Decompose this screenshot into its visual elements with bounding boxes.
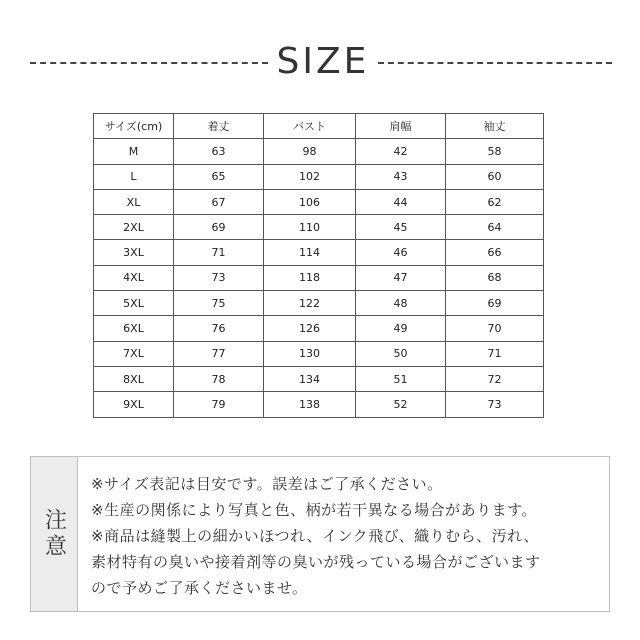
cell-size: 7XL [94, 341, 174, 366]
table-row [94, 164, 544, 189]
cell-length: 63 [174, 139, 264, 164]
size-table [93, 113, 544, 418]
notice-line: ※生産の関係により写真と色、柄が若干異なる場合があります。 [91, 501, 537, 519]
cell-bust: 118 [264, 265, 356, 290]
notice-label: 注意 [41, 508, 67, 560]
cell-size: 9XL [94, 392, 174, 417]
cell-sleeve: 58 [446, 139, 544, 164]
cell-shoulder: 43 [356, 164, 446, 189]
table-row [94, 265, 544, 290]
cell-size: 6XL [94, 316, 174, 341]
notice-line: ので予めご了承くださいませ。 [91, 579, 308, 597]
cell-bust: 98 [264, 139, 356, 164]
cell-length: 73 [174, 265, 264, 290]
page-title: SIZE [276, 41, 370, 82]
title-divider-right [378, 62, 612, 64]
table-body [94, 139, 544, 417]
table-header-row [94, 114, 544, 139]
table-row [94, 215, 544, 240]
cell-sleeve: 64 [446, 215, 544, 240]
title-divider-left [30, 62, 268, 64]
header-sleeve: 袖丈 [446, 114, 544, 139]
cell-shoulder: 48 [356, 291, 446, 316]
cell-bust: 138 [264, 392, 356, 417]
cell-sleeve: 72 [446, 366, 544, 391]
cell-length: 75 [174, 291, 264, 316]
cell-size: 2XL [94, 215, 174, 240]
cell-sleeve: 70 [446, 316, 544, 341]
cell-shoulder: 46 [356, 240, 446, 265]
cell-sleeve: 62 [446, 189, 544, 214]
cell-sleeve: 68 [446, 265, 544, 290]
cell-shoulder: 49 [356, 316, 446, 341]
cell-sleeve: 71 [446, 341, 544, 366]
cell-length: 76 [174, 316, 264, 341]
cell-size: L [94, 164, 174, 189]
header-size: サイズ(cm) [94, 114, 174, 139]
title-row [0, 38, 640, 88]
cell-length: 69 [174, 215, 264, 240]
cell-shoulder: 50 [356, 341, 446, 366]
table-row [94, 291, 544, 316]
cell-length: 78 [174, 366, 264, 391]
notice-text [91, 471, 601, 601]
cell-bust: 122 [264, 291, 356, 316]
notice-label-panel [31, 457, 78, 611]
cell-length: 79 [174, 392, 264, 417]
notice-box [30, 456, 610, 612]
cell-bust: 110 [264, 215, 356, 240]
cell-bust: 130 [264, 341, 356, 366]
table-row [94, 366, 544, 391]
table-row [94, 189, 544, 214]
notice-line: ※サイズ表記は目安です。誤差はご了承ください。 [91, 475, 443, 493]
header-shoulder: 肩幅 [356, 114, 446, 139]
cell-size: 5XL [94, 291, 174, 316]
cell-size: XL [94, 189, 174, 214]
cell-shoulder: 45 [356, 215, 446, 240]
cell-shoulder: 42 [356, 139, 446, 164]
cell-sleeve: 60 [446, 164, 544, 189]
header-length: 着丈 [174, 114, 264, 139]
cell-bust: 126 [264, 316, 356, 341]
cell-sleeve: 73 [446, 392, 544, 417]
notice-line: ※商品は縫製上の細かいほつれ、インク飛び、織りむら、汚れ、 [91, 527, 539, 545]
cell-shoulder: 44 [356, 189, 446, 214]
cell-shoulder: 47 [356, 265, 446, 290]
cell-bust: 106 [264, 189, 356, 214]
cell-size: 3XL [94, 240, 174, 265]
cell-length: 67 [174, 189, 264, 214]
cell-sleeve: 69 [446, 291, 544, 316]
cell-shoulder: 51 [356, 366, 446, 391]
cell-size: M [94, 139, 174, 164]
table-row [94, 139, 544, 164]
cell-shoulder: 52 [356, 392, 446, 417]
cell-size: 8XL [94, 366, 174, 391]
cell-bust: 134 [264, 366, 356, 391]
cell-size: 4XL [94, 265, 174, 290]
cell-length: 77 [174, 341, 264, 366]
notice-line: 素材特有の臭いや接着剤等の臭いが残っている場合がございます [91, 553, 541, 571]
cell-bust: 114 [264, 240, 356, 265]
cell-length: 65 [174, 164, 264, 189]
table-row [94, 341, 544, 366]
header-bust: バスト [264, 114, 356, 139]
table-row [94, 316, 544, 341]
cell-length: 71 [174, 240, 264, 265]
cell-sleeve: 66 [446, 240, 544, 265]
table-row [94, 392, 544, 417]
cell-bust: 102 [264, 164, 356, 189]
table-row [94, 240, 544, 265]
